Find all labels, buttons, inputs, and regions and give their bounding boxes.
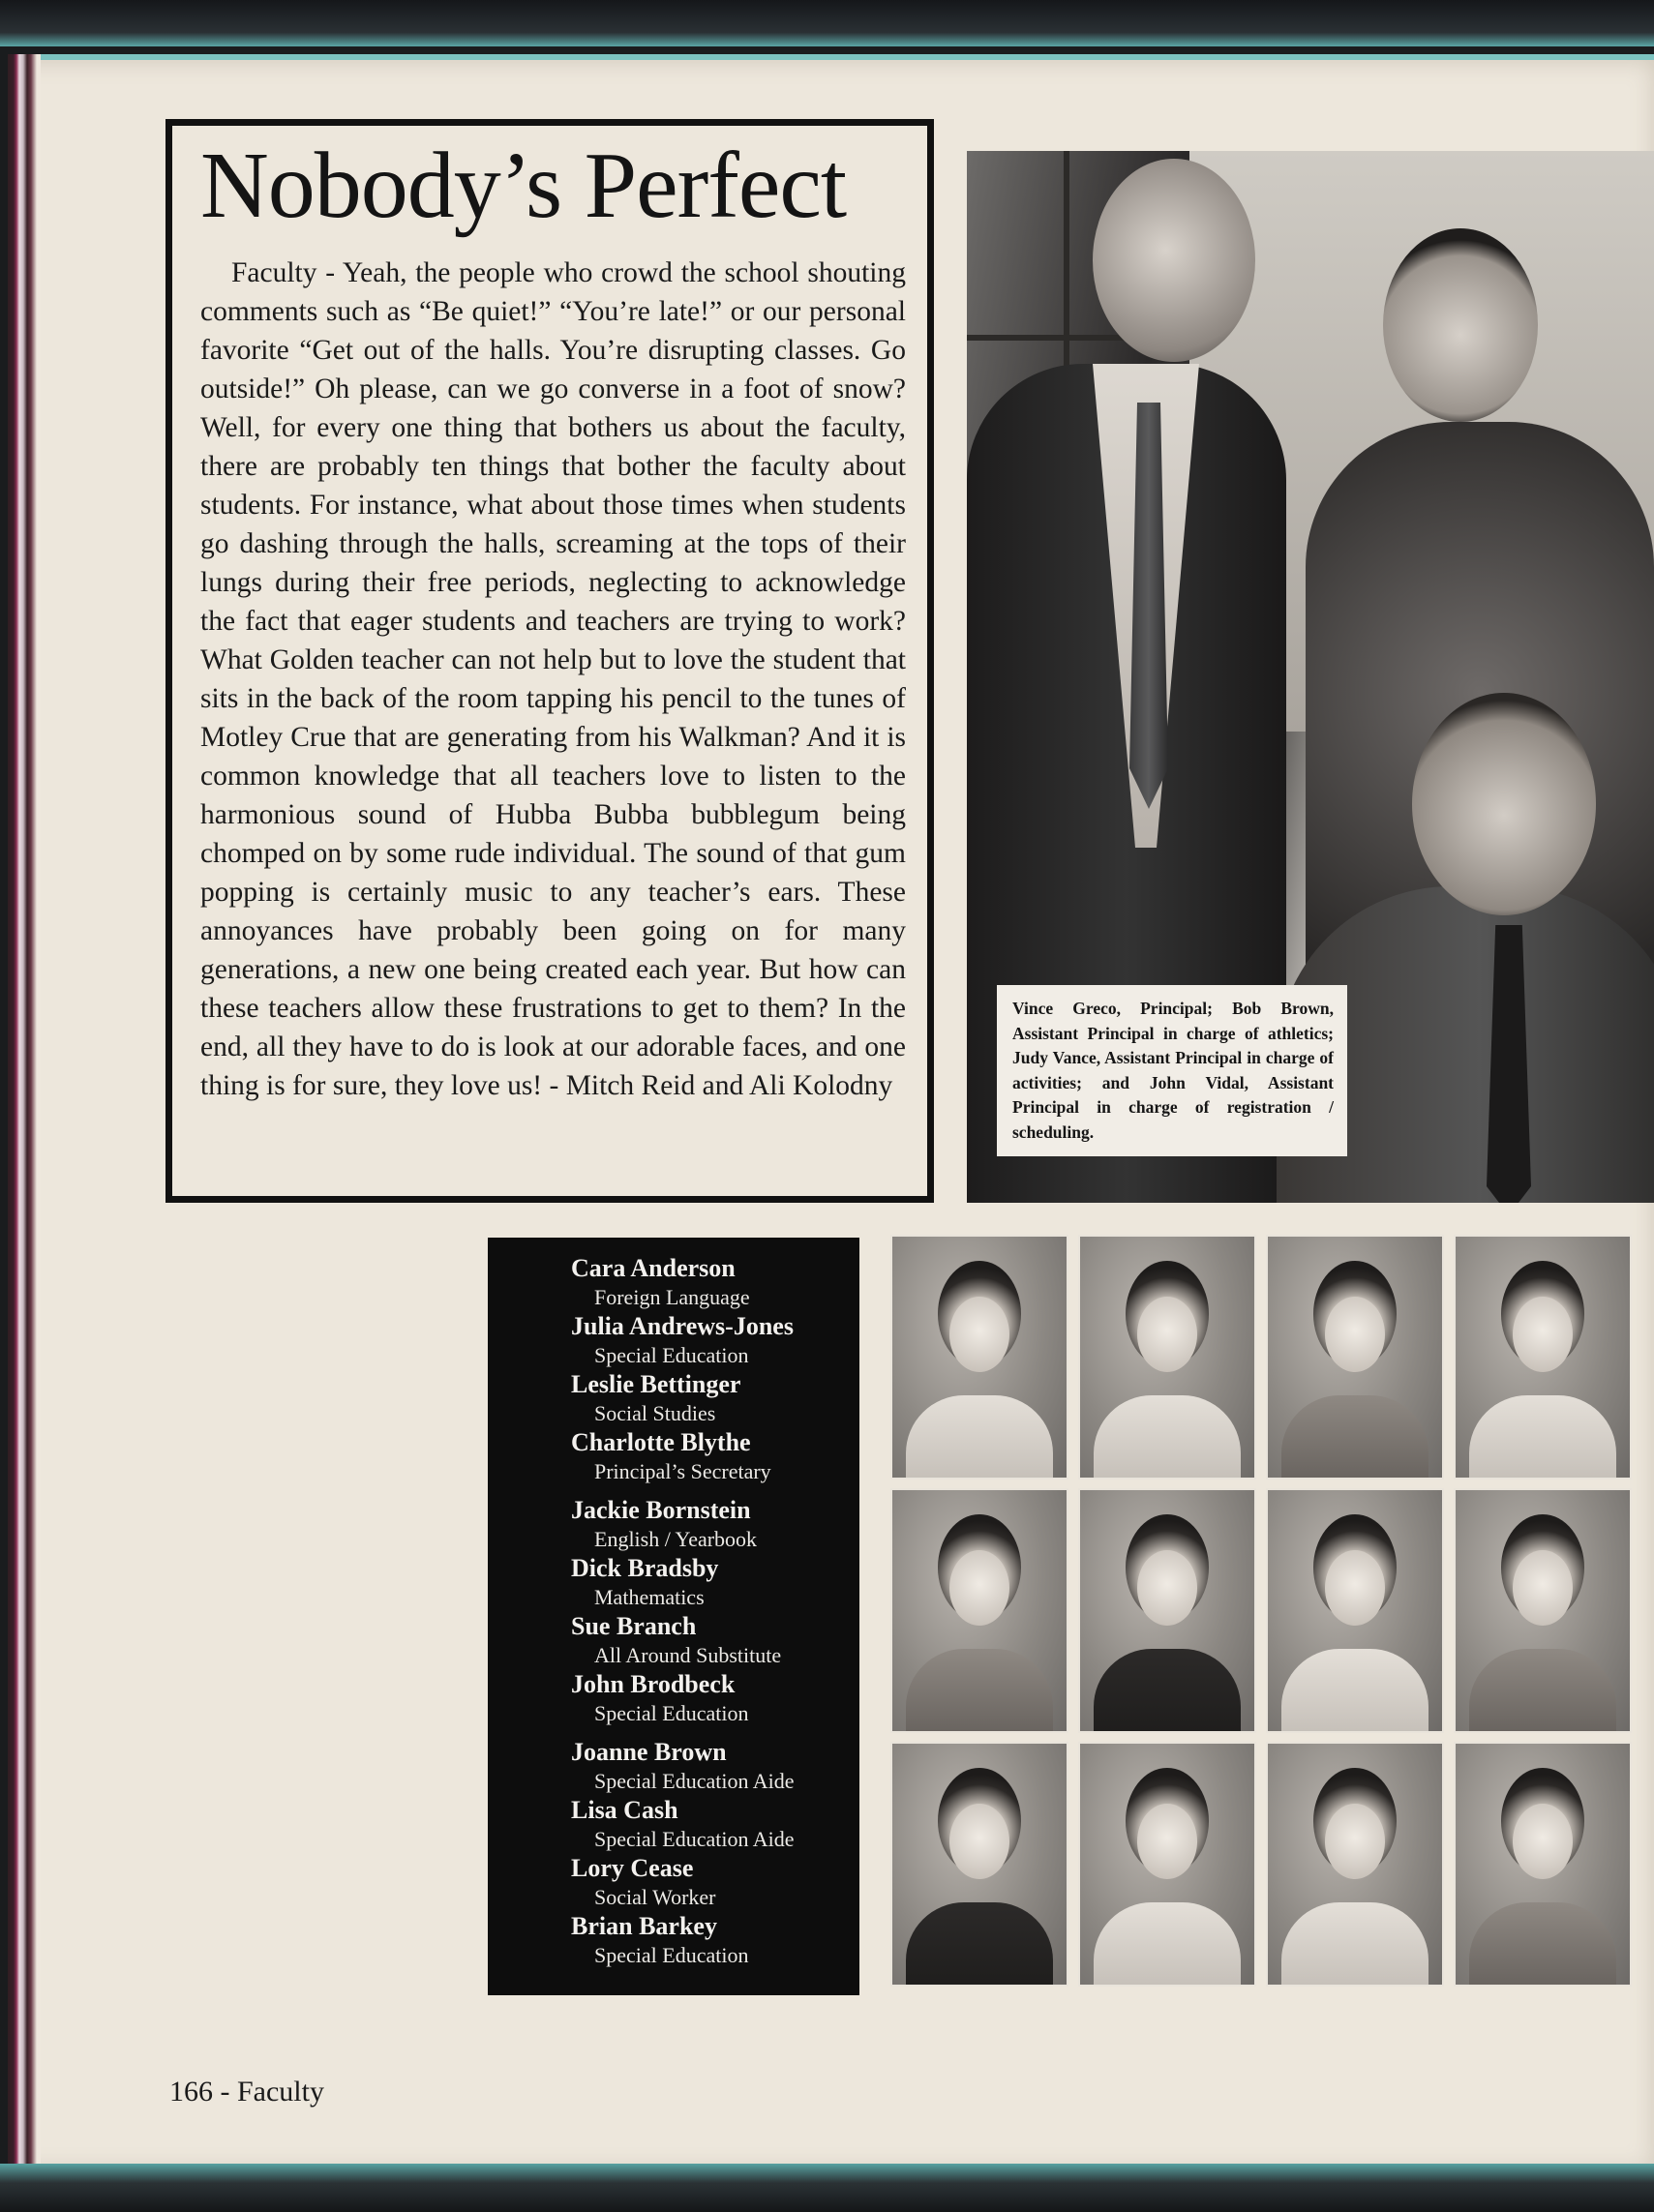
faculty-entry — [571, 1253, 859, 1311]
portrait-body — [1094, 1649, 1240, 1733]
faculty-entry — [571, 1853, 859, 1911]
faculty-entry — [571, 1911, 859, 1969]
portrait-face — [1325, 1297, 1385, 1372]
faculty-portrait — [1454, 1742, 1632, 1987]
faculty-portrait — [1078, 1235, 1256, 1480]
faculty-name: Joanne Brown — [571, 1738, 727, 1766]
faculty-name: Leslie Bettinger — [571, 1370, 741, 1398]
faculty-name: Lisa Cash — [571, 1796, 678, 1824]
photo-person-3-head — [1412, 693, 1596, 915]
portrait-face — [1137, 1550, 1197, 1626]
faculty-portrait — [1454, 1488, 1632, 1733]
faculty-role: English / Yearbook — [594, 1527, 758, 1551]
portrait-body — [906, 1649, 1052, 1733]
faculty-portrait — [890, 1235, 1068, 1480]
faculty-portrait — [890, 1488, 1068, 1733]
portrait-face — [949, 1297, 1009, 1372]
faculty-role: Principal’s Secretary — [594, 1459, 771, 1483]
faculty-entry — [571, 1495, 859, 1553]
faculty-name: Cara Anderson — [571, 1254, 736, 1282]
faculty-name: Jackie Bornstein — [571, 1496, 751, 1524]
portrait-face — [1137, 1804, 1197, 1879]
faculty-name: Lory Cease — [571, 1854, 694, 1882]
portrait-body — [1281, 1902, 1428, 1987]
scan-border-bottom — [0, 2164, 1654, 2212]
faculty-portrait — [890, 1742, 1068, 1987]
scan-border-top — [0, 0, 1654, 46]
faculty-role: Foreign Language — [594, 1285, 750, 1309]
faculty-name: Julia Andrews-Jones — [571, 1312, 794, 1340]
portrait-face — [1513, 1297, 1573, 1372]
photo-person-1-head — [1093, 159, 1255, 362]
portrait-body — [906, 1902, 1052, 1987]
faculty-role: Special Education — [594, 1701, 749, 1725]
faculty-portrait — [1454, 1235, 1632, 1480]
faculty-role: Social Studies — [594, 1401, 716, 1425]
page-footer: 166 - Faculty — [169, 2076, 324, 2107]
faculty-name: Dick Bradsby — [571, 1554, 719, 1582]
page-binding-edge — [8, 54, 41, 2166]
faculty-name: John Brodbeck — [571, 1670, 736, 1698]
portrait-body — [1281, 1395, 1428, 1480]
portrait-face — [1325, 1804, 1385, 1879]
faculty-entry — [571, 1737, 859, 1795]
portrait-body — [1469, 1902, 1615, 1987]
faculty-entry — [571, 1553, 859, 1611]
faculty-name: Brian Barkey — [571, 1912, 717, 1940]
faculty-role: Special Education Aide — [594, 1769, 795, 1793]
faculty-role: Special Education Aide — [594, 1827, 795, 1851]
faculty-role: All Around Substitute — [594, 1643, 782, 1667]
faculty-portrait — [1078, 1488, 1256, 1733]
article-body: Faculty - Yeah, the people who crowd the school shouting comments such as “Be quiet!” “You’re late!” or our personal favorite “Get out of the halls. You’re disrupting classes. Go outside!” Oh please, can we go converse in a foot of snow? Well, for every one thing that bothers us about the faculty, there are probably ten things that bother the faculty about students. For instance, what about those times when students go dashing through the halls, screaming at the tops of their lungs during their free periods, neglecting to acknowledge the fact that eager students and teachers are trying to work? What Golden teacher can not help but to love the student that sits in the back of the room tapping his pencil to the tunes of Motley Crue that are generating from his Walkman? And it is common knowledge that all teachers love to listen to the harmonious sound of Hubba Bubba bubblegum being chomped on by some rude individual. The sound of that gum popping is certainly music to any teacher’s ears. These annoyances have probably been going on for many generations, a new one being created each year. But how can these teachers allow these frustrations to get to them? In the end, all they have to do is look at our adorable faces, and one thing is for sure, they love us! - Mitch Reid and Ali Kolodny — [200, 257, 906, 1101]
portrait-body — [1469, 1649, 1615, 1733]
faculty-name: Charlotte Blythe — [571, 1428, 751, 1456]
portrait-face — [1137, 1297, 1197, 1372]
article-box — [165, 119, 934, 1203]
portrait-face — [1513, 1804, 1573, 1879]
faculty-portrait — [1266, 1742, 1444, 1987]
portrait-body — [1094, 1902, 1240, 1987]
faculty-role: Special Education — [594, 1343, 749, 1367]
portrait-face — [1325, 1550, 1385, 1626]
portrait-face — [949, 1550, 1009, 1626]
faculty-entry — [571, 1669, 859, 1727]
faculty-group-2 — [571, 1495, 859, 1727]
faculty-portrait — [1078, 1742, 1256, 1987]
faculty-name: Sue Branch — [571, 1612, 697, 1640]
faculty-portrait — [1266, 1235, 1444, 1480]
faculty-group-3 — [571, 1737, 859, 1969]
faculty-role: Social Worker — [594, 1885, 716, 1909]
faculty-role: Special Education — [594, 1943, 749, 1967]
faculty-entry — [571, 1611, 859, 1669]
portrait-body — [1094, 1395, 1240, 1480]
portrait-body — [1281, 1649, 1428, 1733]
photo-person-2-head — [1383, 228, 1538, 422]
portrait-face — [949, 1804, 1009, 1879]
portrait-face — [1513, 1550, 1573, 1626]
faculty-portrait — [1266, 1488, 1444, 1733]
portrait-body — [1469, 1395, 1615, 1480]
photo-caption: Vince Greco, Principal; Bob Brown, Assistant Principal in charge of athletics; Judy Vance, Assistant Principal in charge of activities; and John Vidal, Assistant Principal in charge of registration / scheduling. — [997, 985, 1347, 1156]
faculty-entry — [571, 1311, 859, 1369]
portrait-body — [906, 1395, 1052, 1480]
faculty-names-panel — [488, 1238, 859, 1995]
faculty-entry — [571, 1369, 859, 1427]
faculty-entry — [571, 1427, 859, 1485]
faculty-portrait-grid — [890, 1235, 1636, 1989]
faculty-role: Mathematics — [594, 1585, 705, 1609]
faculty-entry — [571, 1795, 859, 1853]
faculty-group-1 — [571, 1253, 859, 1485]
article-title: Nobody’s Perfect — [200, 134, 847, 238]
